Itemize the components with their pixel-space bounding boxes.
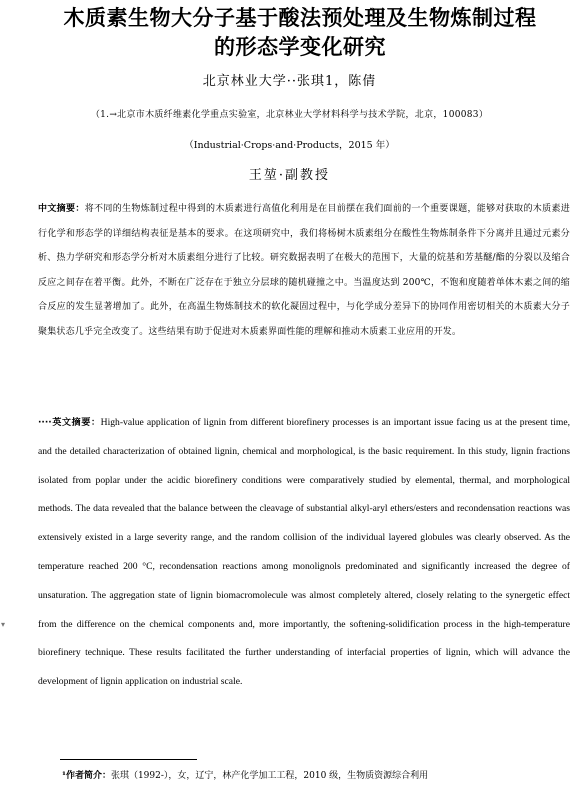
chinese-abstract xyxy=(38,197,570,345)
chinese-abstract-label: 中文摘要： xyxy=(38,204,85,214)
footnote-text: 张琪（1992-），女，辽宁，林产化学加工工程，2010 级，生物质资源综合利用 xyxy=(110,771,429,781)
author-line: 北京林业大学··张琪1，陈倩 xyxy=(202,74,377,89)
english-abstract xyxy=(38,409,570,697)
author-footnote xyxy=(62,768,572,781)
advisor-line: 王堃·副教授 xyxy=(248,168,331,183)
journal-line: （Industrial·Crops·and·Products，2015 年） xyxy=(184,140,395,151)
english-abstract-label: ····英文摘要： xyxy=(38,418,101,428)
paper-title: 木质素生物大分子基于酸法预处理及生物炼制过程的形态学变化研究 xyxy=(63,6,537,59)
margin-marker-icon: ▾ xyxy=(1,620,6,629)
footnote-label: ¹作者简介： xyxy=(62,771,111,781)
affiliation-line: （1.→北京市木质纤维素化学重点实验室，北京林业大学材料科学与技术学院，北京，100083） xyxy=(90,110,489,120)
footnote-divider xyxy=(60,759,197,760)
english-abstract-text: High-value application of lignin from different biorefinery processes is an important issue facing us at the present time, and the detailed characterization of obtained lignin, chemical and morphological, is the basic requirement. In this study, lignin fractions isolated from poplar under the acidic biorefinery conditions were comparatively studied by elemental, thermal, and morphological methods. The data revealed that the balance between the cleavage of substantial alkyl-aryl ethers/esters and recondensation reactions was extensively existed in a large severity range, and the random collision of the individual layered globules was clearly observed. As the temperature reached 200 °C, recondensation reactions among monolignols predominated and significantly increased the degree of unsaturation. The aggregation state of lignin biomacromolecule was almost completely altered, closely relating to the synergetic effect from the difference on the chemical components and, more importantly, the softening-solidification process in the high-temperature biorefinery technique. These results facilitated the further understanding of interfacial properties of lignin, which will advance the development of lignin application on industrial scale. xyxy=(38,417,570,688)
chinese-abstract-text: 将不同的生物炼制过程中得到的木质素进行高值化利用是在目前摆在我们面前的一个重要课题，能够对获取的木质素进行化学和形态学的详细结构表征是基本的要求。在这项研究中，我们将杨树木质素组分在酸性生物炼制条件下分离并且通过元素分析、热力学研究和形态学分析对木质素组分进行了比较。研究数据表明了在极大的范围下，大量的烷基和芳基醚/酯的分裂以及缩合反应之间存在着平衡。此外，不断在广泛存在于独立分层球的随机碰撞之中。当温度达到 200℃，不饱和度随着单体木素之间的缩合反应的发生显著增加了。此外，在高温生物炼制技术的软化凝固过程中，与化学成分差异下的协同作用密切相关的木质素大分子聚集状态几乎完全改变了。这些结果有助于促进对木质素界面性能的理解和推动木质素工业应用的开发。 xyxy=(38,204,570,337)
